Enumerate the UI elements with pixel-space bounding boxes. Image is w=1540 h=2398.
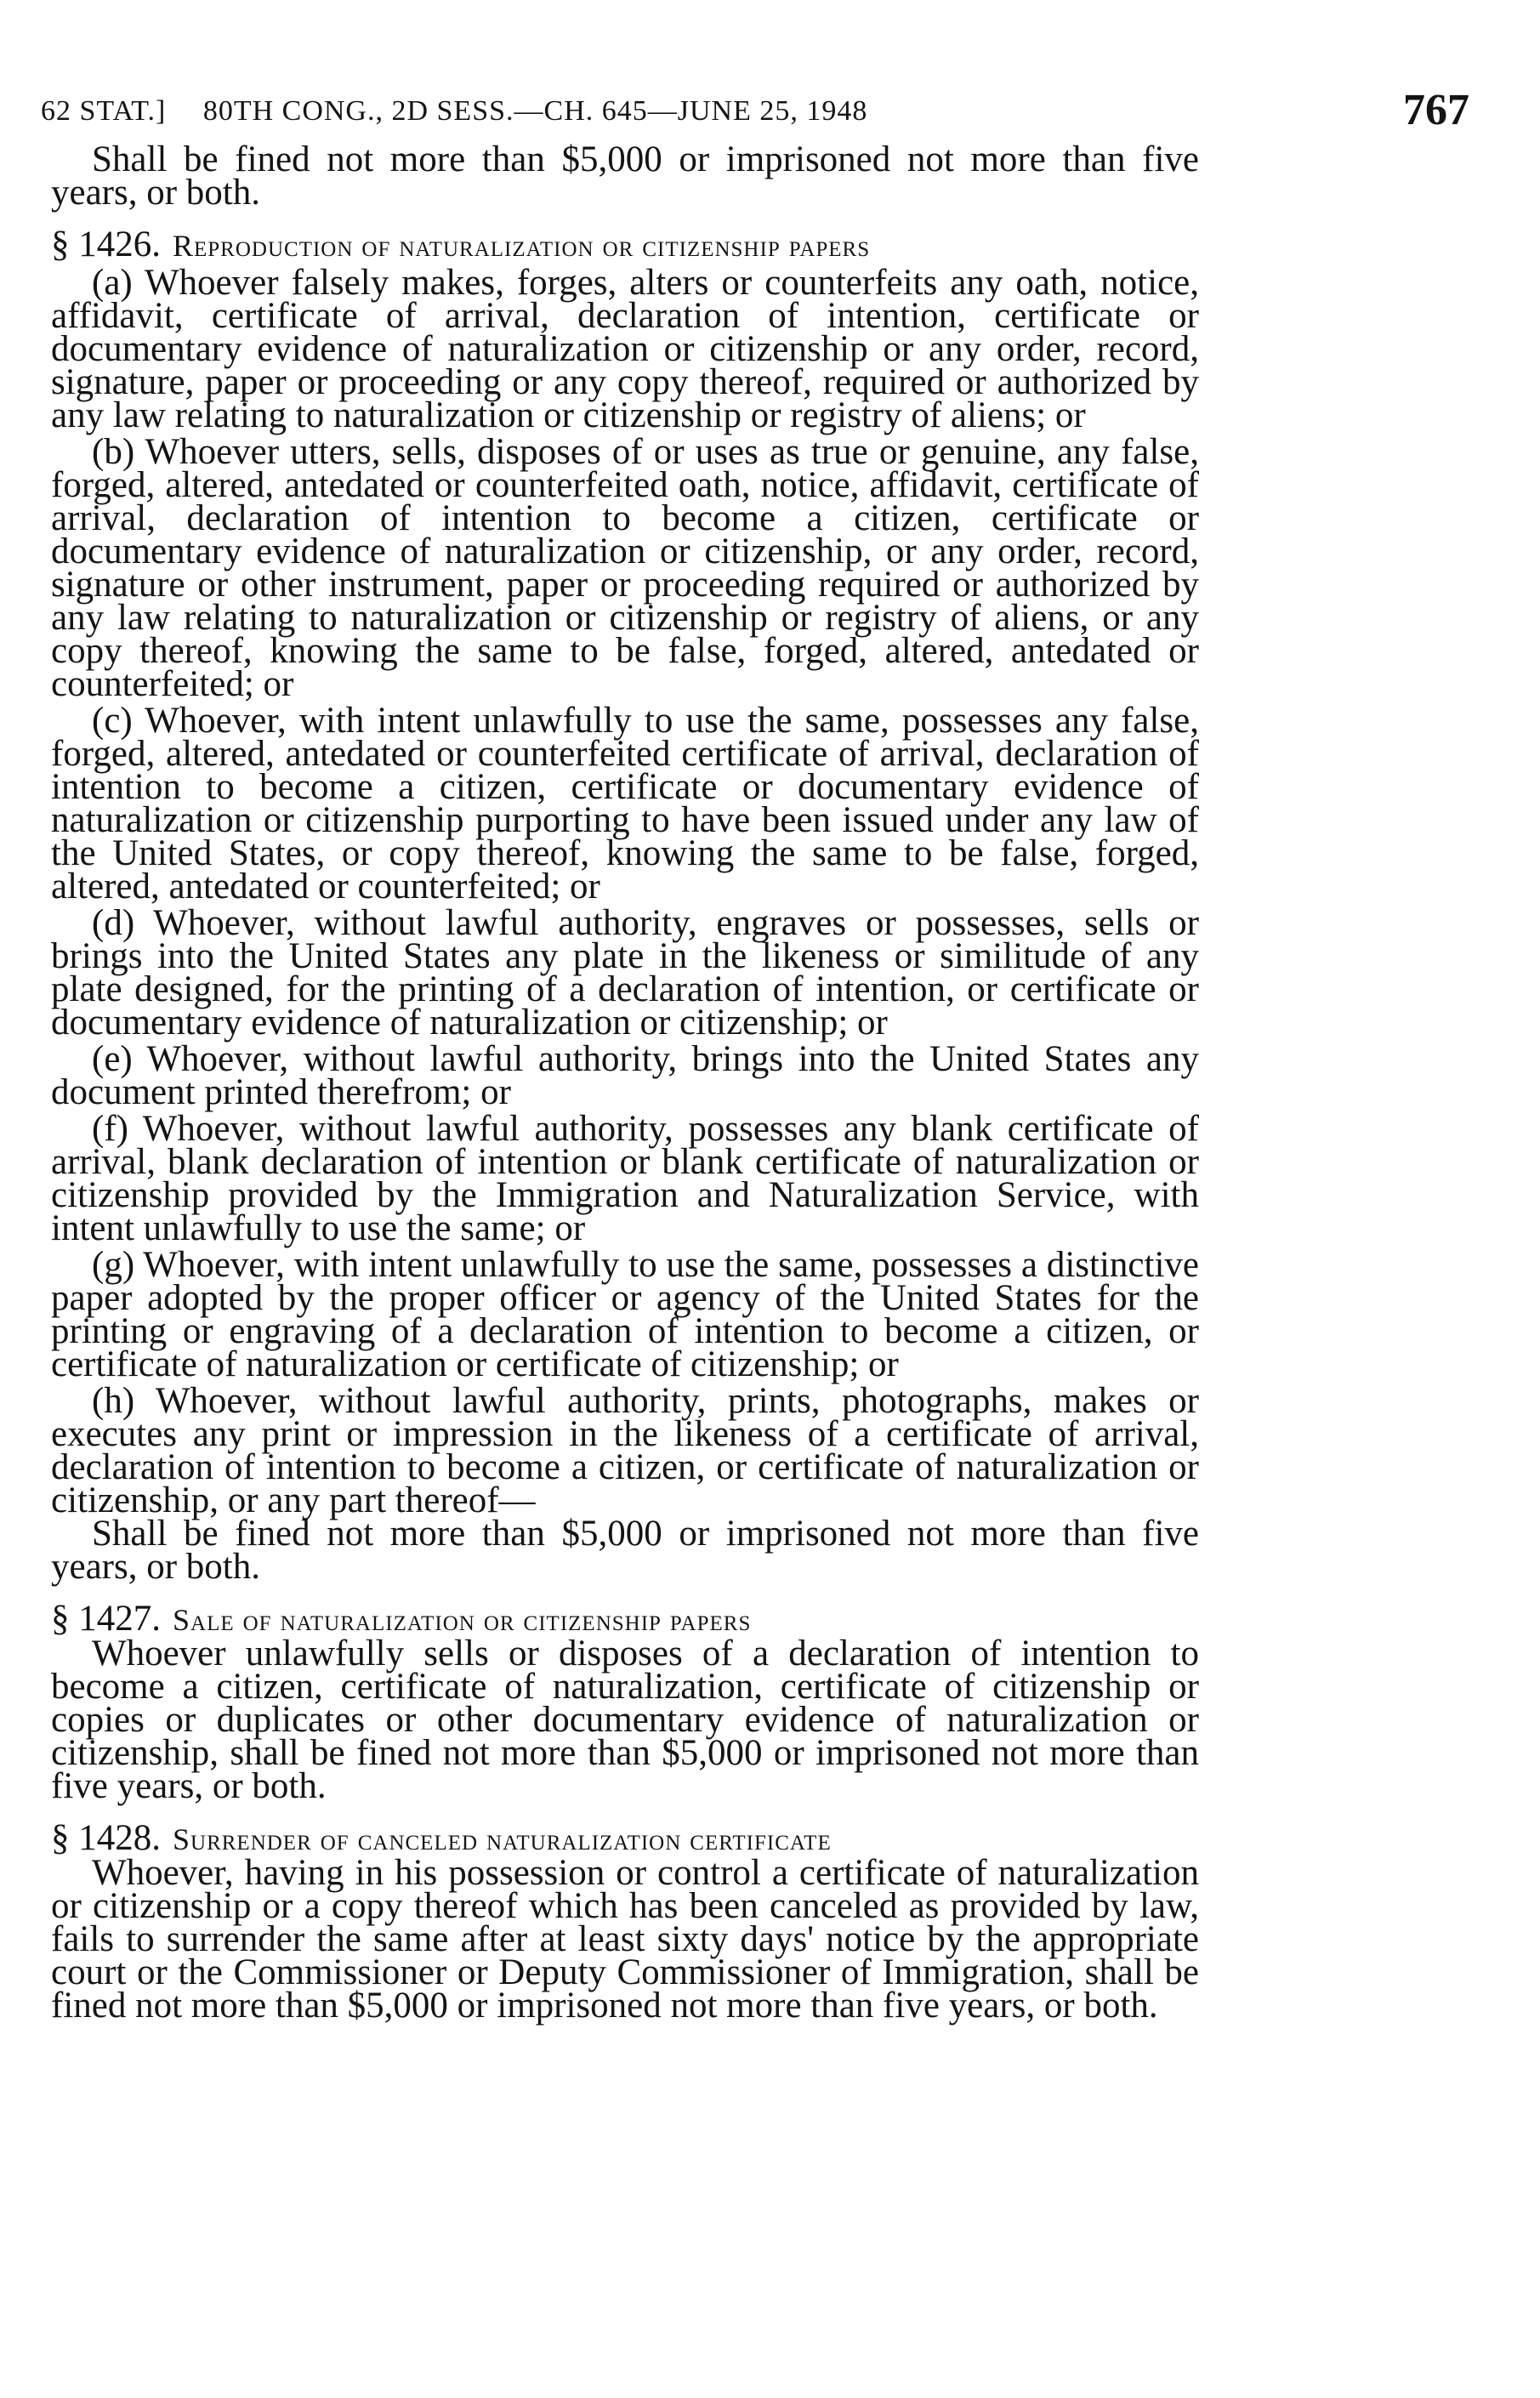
session-chapter-date: 80TH CONG., 2D SESS.—CH. 645—JUNE 25, 1948 [202, 95, 868, 127]
paragraph-f: (f) Whoever, without lawful authority, possesses any blank certificate of arrival, blank declaration of intention or blank certificate of naturalization or citizenship provided by the Immigration and Naturalization Service, with intent unlawfully to use the same; or [51, 1109, 1199, 1248]
section-heading [51, 1818, 1199, 1858]
section-paragraph: Whoever, having in his possession or control a certificate of naturalization or citizenship or a copy thereof which has been canceled as provided by law, fails to surrender the same after at least sixty days' notice by the appropriate court or the Commissioner or Deputy Commissioner of Immigration, shall be fined not more than $5,000 or imprisoned not more than five years, or both. [51, 1853, 1199, 2026]
section-1426 [51, 224, 1199, 1587]
section-title: Sale of naturalization or citizenship papers [173, 1603, 752, 1637]
paragraph-g: (g) Whoever, with intent unlawfully to use the same, possesses a distinctive paper adopted by the proper officer or agency of the United States for the printing or engraving of a declaration of intention to become a citizen, or certificate of naturalization or certificate of citizenship; or [51, 1245, 1199, 1384]
section-1427 [51, 1599, 1199, 1806]
paragraph-a: (a) Whoever falsely makes, forges, alters or counterfeits any oath, notice, affidavit, certificate of arrival, declaration of intention, certificate or documentary evidence of naturalization or citizenship or any order, record, signature, paper or proceeding or any copy thereof, required or authorized by any law relating to naturalization or citizenship or registry of aliens; or [51, 263, 1199, 435]
paragraph-h: (h) Whoever, without lawful authority, prints, photographs, makes or executes any print or impression in the likeness of a certificate of arrival, declaration of intention to become a citizen, or certificate of naturalization or citizenship, or any part thereof— [51, 1381, 1199, 1520]
section-number: § 1426. [51, 224, 161, 264]
running-head-citation [41, 95, 867, 128]
statute-volume: 62 STAT.] [41, 95, 167, 127]
section-number: § 1427. [51, 1599, 161, 1639]
paragraph-e: (e) Whoever, without lawful authority, brings into the United States any document printed therefrom; or [51, 1039, 1199, 1112]
page-number: 767 [1403, 86, 1469, 134]
section-penalty: Shall be fined not more than $5,000 or imprisoned not more than five years, or both. [51, 1514, 1199, 1587]
paragraph-b: (b) Whoever utters, sells, disposes of or uses as true or genuine, any false, forged, altered, antedated or counterfeited oath, notice, affidavit, certificate of arrival, declaration of intention to become a citizen, certificate or documentary evidence of naturalization or citizenship, or any order, record, signature or other instrument, paper or proceeding required or authorized by any law relating to naturalization or citizenship or registry of aliens, or any copy thereof, knowing the same to be false, forged, altered, antedated or counterfeited; or [51, 432, 1199, 704]
section-heading [51, 224, 1199, 264]
paragraph-c: (c) Whoever, with intent unlawfully to use the same, possesses any false, forged, altered, antedated or counterfeited certificate of arrival, declaration of intention to become a citizen, certificate or documentary evidence of naturalization or citizenship purporting to have been issued under any law of the United States, or copy thereof, knowing the same to be false, forged, altered, antedated or counterfeited; or [51, 701, 1199, 906]
section-title: Reproduction of naturalization or citizenship papers [173, 229, 871, 263]
statute-body [51, 139, 1199, 2026]
section-paragraph: Whoever unlawfully sells or disposes of a declaration of intention to become a citizen, certificate of naturalization, certificate of citizenship or copies or duplicates or other documentary evidence of naturalization or citizenship, shall be fined not more than $5,000 or imprisoned not more than five years, or both. [51, 1634, 1199, 1806]
section-heading [51, 1599, 1199, 1639]
running-head [41, 88, 1469, 139]
intro-penalty: Shall be fined not more than $5,000 or imprisoned not more than five years, or both. [51, 139, 1199, 213]
paragraph-d: (d) Whoever, without lawful authority, engraves or possesses, sells or brings into the United States any plate in the likeness or similitude of any plate designed, for the printing of a declaration of intention, or certificate or documentary evidence of naturalization or citizenship; or [51, 903, 1199, 1043]
section-number: § 1428. [51, 1818, 161, 1858]
section-title: Surrender of canceled naturalization certificate [173, 1822, 832, 1856]
section-1428 [51, 1818, 1199, 2026]
